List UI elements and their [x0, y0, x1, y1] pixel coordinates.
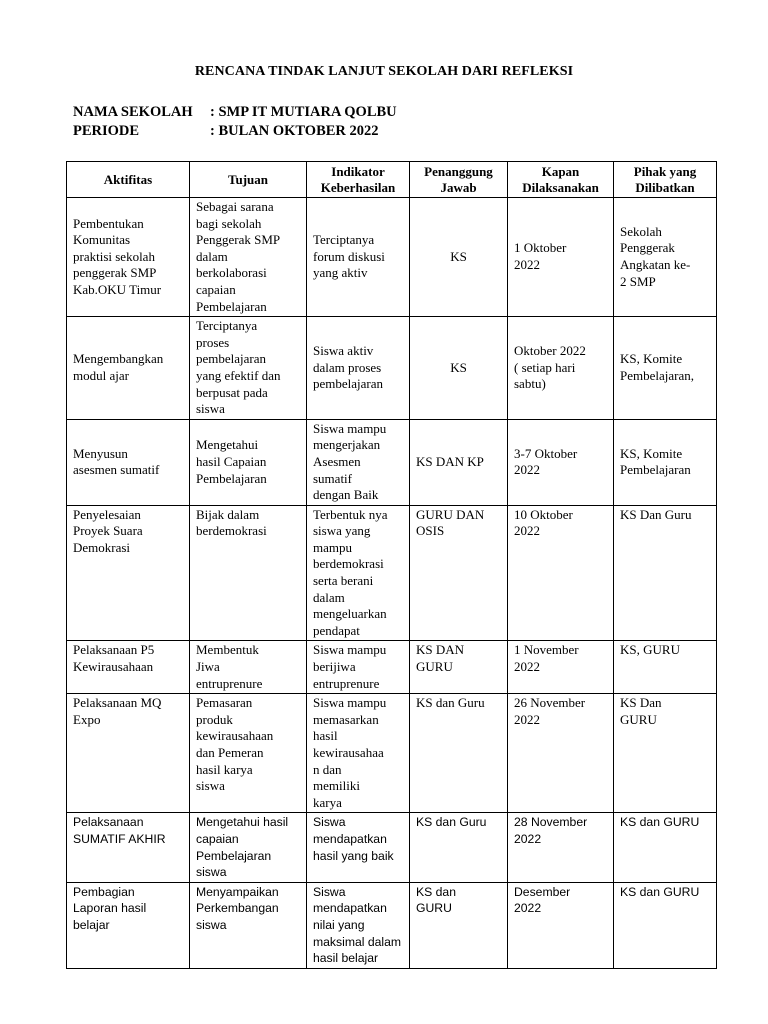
cell-tujuan: Menyampaikan Perkembangan siswa: [190, 882, 307, 968]
header-kapan: Kapan Dilaksanakan: [508, 162, 614, 198]
document-title: RENCANA TINDAK LANJUT SEKOLAH DARI REFLEKSI: [194, 64, 574, 79]
header-pihak: Pihak yang Dilibatkan: [614, 162, 717, 198]
cell-penanggung-jawab: KS dan GURU: [410, 882, 508, 968]
cell-tujuan: Mengetahui hasil Capaian Pembelajaran: [190, 419, 307, 505]
table-row: [67, 419, 717, 505]
table-row: [67, 198, 717, 317]
table-row: [67, 641, 717, 694]
cell-pihak: KS Dan Guru: [614, 505, 717, 641]
period-value: : BULAN OKTOBER 2022: [210, 123, 379, 139]
cell-aktifitas: Pembagian Laporan hasil belajar: [67, 882, 190, 968]
cell-aktifitas: Penyelesaian Proyek Suara Demokrasi: [67, 505, 190, 641]
cell-kapan: 10 Oktober 2022: [508, 505, 614, 641]
cell-aktifitas: Pelaksanaan SUMATIF AKHIR: [67, 813, 190, 882]
cell-pihak: KS, Komite Pembelajaran: [614, 419, 717, 505]
table-row: [67, 694, 717, 813]
table-row: [67, 882, 717, 968]
cell-tujuan: Sebagai sarana bagi sekolah Penggerak SMP dalam berkolaborasi capaian Pembelajaran: [190, 198, 307, 317]
header-indikator: Indikator Keberhasilan: [307, 162, 410, 198]
table-row: [67, 317, 717, 420]
cell-aktifitas: Pembentukan Komunitas praktisi sekolah penggerak SMP Kab.OKU Timur: [67, 198, 190, 317]
cell-tujuan: Pemasaran produk kewirausahaan dan Pemeran hasil karya siswa: [190, 694, 307, 813]
cell-pihak: KS Dan GURU: [614, 694, 717, 813]
cell-indikator: Siswa mampu berijiwa entruprenure: [307, 641, 410, 694]
period-line: [73, 123, 379, 140]
cell-kapan: Desember 2022: [508, 882, 614, 968]
cell-indikator: Siswa mampu memasarkan hasil kewirausahaa n dan memiliki karya: [307, 694, 410, 813]
cell-tujuan: Membentuk Jiwa entruprenure: [190, 641, 307, 694]
table-row: [67, 505, 717, 641]
header-penanggung-jawab: Penanggung Jawab: [410, 162, 508, 198]
cell-penanggung-jawab: KS dan Guru: [410, 694, 508, 813]
header-tujuan: Tujuan: [190, 162, 307, 198]
cell-kapan: 26 November 2022: [508, 694, 614, 813]
cell-pihak: KS, Komite Pembelajaran,: [614, 317, 717, 420]
cell-kapan: 1 November 2022: [508, 641, 614, 694]
cell-aktifitas: Menyusun asesmen sumatif: [67, 419, 190, 505]
cell-tujuan: Bijak dalam berdemokrasi: [190, 505, 307, 641]
table-header-row: [67, 162, 717, 198]
cell-penanggung-jawab: GURU DAN OSIS: [410, 505, 508, 641]
cell-indikator: Siswa mendapatkan hasil yang baik: [307, 813, 410, 882]
cell-pihak: KS, GURU: [614, 641, 717, 694]
school-name-line: [73, 104, 397, 121]
cell-kapan: 28 November 2022: [508, 813, 614, 882]
cell-kapan: 3-7 Oktober 2022: [508, 419, 614, 505]
cell-penanggung-jawab: KS: [410, 198, 508, 317]
cell-pihak: KS dan GURU: [614, 813, 717, 882]
cell-penanggung-jawab: KS: [410, 317, 508, 420]
school-name-label: NAMA SEKOLAH: [73, 104, 193, 120]
cell-kapan: 1 Oktober 2022: [508, 198, 614, 317]
cell-pihak: KS dan GURU: [614, 882, 717, 968]
cell-aktifitas: Pelaksanaan P5 Kewirausahaan: [67, 641, 190, 694]
period-label: PERIODE: [73, 123, 140, 139]
cell-penanggung-jawab: KS dan Guru: [410, 813, 508, 882]
cell-indikator: Siswa mampu mengerjakan Asesmen sumatif dengan Baik: [307, 419, 410, 505]
action-plan-table: [66, 161, 717, 969]
cell-indikator: Terbentuk nya siswa yang mampu berdemokrasi serta berani dalam mengeluarkan pendapat: [307, 505, 410, 641]
cell-indikator: Siswa mendapatkan nilai yang maksimal dalam hasil belajar: [307, 882, 410, 968]
cell-aktifitas: Mengembangkan modul ajar: [67, 317, 190, 420]
cell-aktifitas: Pelaksanaan MQ Expo: [67, 694, 190, 813]
table-row: [67, 813, 717, 882]
cell-tujuan: Terciptanya proses pembelajaran yang efektif dan berpusat pada siswa: [190, 317, 307, 420]
cell-pihak: Sekolah Penggerak Angkatan ke- 2 SMP: [614, 198, 717, 317]
cell-tujuan: Mengetahui hasil capaian Pembelajaran siswa: [190, 813, 307, 882]
cell-penanggung-jawab: KS DAN KP: [410, 419, 508, 505]
cell-penanggung-jawab: KS DAN GURU: [410, 641, 508, 694]
header-aktifitas: Aktifitas: [67, 162, 190, 198]
cell-kapan: Oktober 2022 ( setiap hari sabtu): [508, 317, 614, 420]
cell-indikator: Terciptanya forum diskusi yang aktiv: [307, 198, 410, 317]
school-name-value: : SMP IT MUTIARA QOLBU: [210, 104, 397, 120]
cell-indikator: Siswa aktiv dalam proses pembelajaran: [307, 317, 410, 420]
